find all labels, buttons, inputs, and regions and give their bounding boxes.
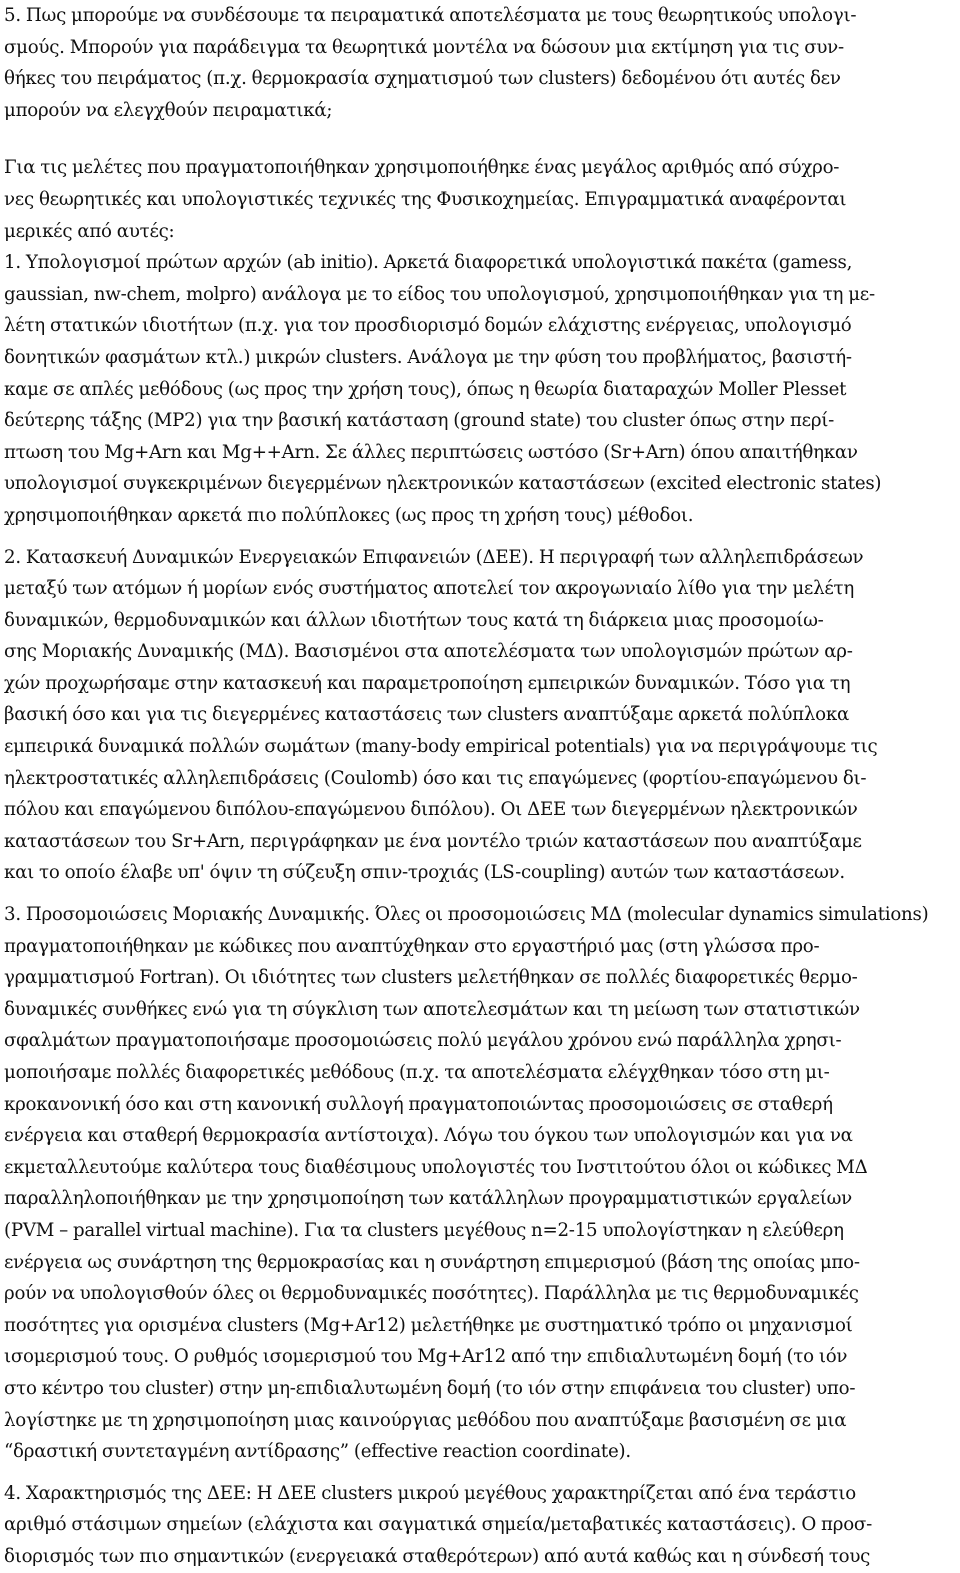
text-line: Για τις μελέτες που πραγματοποιήθηκαν χρησιμοποιήθηκε ένας μεγάλος αριθμός από σύχρο- [4, 157, 840, 179]
question-item-5 [4, 0, 958, 126]
text-line: σμούς. Μπορούν για παράδειγμα τα θεωρητικά μοντέλα να δώσουν μια εκτίμηση για τις συν- [4, 36, 844, 58]
method-item-3 [4, 899, 958, 1468]
text-line: δυναμικών, θερμοδυναμικών και άλλων ιδιοτήτων τους κατά τη διάρκεια μιας προσομοίω- [4, 609, 824, 631]
method-item-4 [4, 1478, 958, 1573]
text-line: ποσότητες για ορισμένα clusters (Mg+Ar12) μελετήθηκε με συστηματικό τρόπο οι μηχανισμοί [4, 1314, 853, 1336]
text-line: μερικές από αυτές: [4, 220, 175, 242]
text-line: (PVM – parallel virtual machine). Για τα clusters μεγέθους n=2-15 υπολογίστηκαν η ελεύθερη [4, 1219, 844, 1241]
text-line: εκμεταλλευτούμε καλύτερα τους διαθέσιμους υπολογιστές του Ινστιτούτου όλοι οι κώδικες ΜΔ [4, 1156, 868, 1178]
method-item-1 [4, 247, 958, 531]
text-line: παραλληλοποιήθηκαν με την χρησιμοποίηση των κατάλληλων προγραμματιστικών εργαλείων [4, 1188, 852, 1210]
text-line: πραγματοποιήθηκαν με κώδικες που αναπτύχθηκαν στο εργαστήριό μας (στη γλώσσα προ- [4, 935, 820, 957]
text-line: “δραστική συντεταγμένη αντίδρασης” (effective reaction coordinate). [4, 1441, 631, 1463]
text-line: βασική όσο και για τις διεγερμένες καταστάσεις των clusters αναπτύξαμε αρκετά πολύπλοκα [4, 704, 850, 726]
text-line: υπολογισμοί συγκεκριμένων διεγερμένων ηλεκτρονικών καταστάσεων (excited electronic states) [4, 473, 882, 495]
text-line: καμε σε απλές μεθόδους (ως προς την χρήση τους), όπως η θεωρία διαταραχών Moller Plesset [4, 378, 847, 400]
text-line: και το οποίο έλαβε υπ' όψιν τη σύζευξη σπιν-τροχιάς (LS-coupling) αυτών των καταστάσεων. [4, 862, 845, 884]
text-line: κροκανονική όσο και στη κανονική συλλογή πραγματοποιώντας προσομοιώσεις σε σταθερή [4, 1093, 833, 1115]
text-line: χών προχωρήσαμε στην κατασκευή και παραμετροποίηση εμπειρικών δυναμικών. Τόσο για τη [4, 672, 851, 694]
text-line: μπορούν να ελεγχθούν πειραματικά; [4, 99, 333, 121]
text-line: 5. Πως μπορούμε να συνδέσουμε τα πειραματικά αποτελέσματα με τους θεωρητικούς υπολογι- [4, 5, 857, 26]
text-line: γραμματισμού Fortran). Οι ιδιότητες των clusters μελετήθηκαν σε πολλές διαφορετικές θερμο- [4, 967, 858, 989]
text-line: εμπειρικά δυναμικά πολλών σωμάτων (many-body empirical potentials) για να περιγράψουμε τις [4, 736, 878, 758]
text-line: χρησιμοποιήθηκαν αρκετά πιο πολύπλοκες (ως προς τη χρήση τους) μέθοδοι. [4, 504, 694, 526]
text-line: 2. Κατασκευή Δυναμικών Ενεργειακών Επιφανειών (ΔΕΕ). Η περιγραφή των αλληλεπιδράσεων [4, 546, 864, 568]
text-line: δεύτερης τάξης (MP2) για την βασική κατάσταση (ground state) του cluster όπως στην περί- [4, 410, 835, 432]
text-line: ηλεκτροστατικές αλληλεπιδράσεις (Coulomb) όσο και τις επαγώμενες (φορτίου-επαγώμενου δι- [4, 767, 867, 789]
methods-intro-paragraph [4, 152, 958, 247]
text-line: μοποιήσαμε πολλές διαφορετικές μεθόδους (π.χ. τα αποτελέσματα ελέγχθηκαν τόσο στη μι- [4, 1062, 830, 1083]
text-line: σης Μοριακής Δυναμικής (ΜΔ). Βασισμένοι στα αποτελέσματα των υπολογισμών πρώτων αρ- [4, 641, 853, 663]
text-line: 4. Χαρακτηρισμός της ΔΕΕ: Η ΔΕΕ clusters μικρού μεγέθους χαρακτηρίζεται από ένα τεράστιο [4, 1482, 856, 1504]
text-line: σφαλμάτων πραγματοποιήσαμε προσομοιώσεις πολύ μεγάλου χρόνου ενώ παράλληλα χρησι- [4, 1030, 842, 1052]
text-line: ρούν να υπολογισθούν όλες οι θερμοδυναμικές ποσότητες). Παράλληλα με τις θερμοδυναμικές [4, 1283, 859, 1305]
text-line: μεταξύ των ατόμων ή μορίων ενός συστήματος αποτελεί τον ακρογωνιαίο λίθο για την μελέτη [4, 578, 855, 600]
text-line: αριθμό στάσιμων σημείων (ελάχιστα και σαγματικά σημεία/μεταβατικές καταστάσεις). Ο προσ- [4, 1514, 872, 1536]
text-line: καταστάσεων του Sr+Arn, περιγράφηκαν με ένα μοντέλο τριών καταστάσεων που αναπτύξαμε [4, 830, 862, 852]
text-line: θήκες του πειράματος (π.χ. θερμοκρασία σχηματισμού των clusters) δεδομένου ότι αυτές δεν [4, 68, 841, 90]
text-line: λέτη στατικών ιδιοτήτων (π.χ. για τον προσδιορισμό δομών ελάχιστης ενέργειας, υπολογισμό [4, 315, 852, 337]
text-line: ενέργεια και σταθερή θερμοκρασία αντίστοιχα). Λόγω του όγκου των υπολογισμών και για να [4, 1125, 853, 1147]
text-line: ισομερισμού τους. Ο ρυθμός ισομερισμού του Mg+Ar12 από την επιδιαλυτωμένη δομή (το ιόν [4, 1346, 848, 1368]
text-line: ενέργεια ως συνάρτηση της θερμοκρασίας και η συνάρτηση επιμερισμού (βάση της οποίας μπο- [4, 1251, 860, 1273]
text-line: λογίστηκε με τη χρησιμοποίηση μιας καινούργιας μεθόδου που αναπτύξαμε βασισμένη σε μια [4, 1409, 847, 1431]
text-line: 1. Υπολογισμοί πρώτων αρχών (ab initio). Αρκετά διαφορετικά υπολογιστικά πακέτα (gamess, [4, 252, 853, 274]
text-line: νες θεωρητικές και υπολογιστικές τεχνικές της Φυσικοχημείας. Επιγραμματικά αναφέρονται [4, 188, 847, 210]
text-line: στο κέντρο του cluster) στην μη-επιδιαλυτωμένη δομή (το ιόν στην επιφάνεια του cluster) υπο- [4, 1377, 856, 1399]
text-line: διορισμός των πιο σημαντικών (ενεργειακά σταθερότερων) από αυτά καθώς και η σύνδεσή τους [4, 1545, 871, 1567]
text-line: πτωση του Mg+Arn και Mg++Arn. Σε άλλες περιπτώσεις ωστόσο (Sr+Arn) όπου απαιτήθηκαν [4, 441, 858, 463]
text-line: 3. Προσομοιώσεις Μοριακής Δυναμικής. Όλες οι προσομοιώσεις ΜΔ (molecular dynamics simulations) [4, 904, 929, 926]
text-line: gaussian, nw-chem, molpro) ανάλογα με το είδος του υπολογισμού, χρησιμοποιήθηκαν για τη με- [4, 283, 875, 305]
text-line: δονητικών φασμάτων κτλ.) μικρών clusters. Ανάλογα με την φύση του προβλήματος, βασιστή- [4, 346, 852, 368]
text-line: δυναμικές συνθήκες ενώ για τη σύγκλιση των αποτελεσμάτων και τη μείωση των στατιστικών [4, 998, 860, 1020]
method-item-2 [4, 542, 958, 890]
text-line: πόλου και επαγώμενου διπόλου-επαγώμενου διπόλου). Οι ΔΕΕ των διεγερμένων ηλεκτρονικών [4, 799, 858, 821]
